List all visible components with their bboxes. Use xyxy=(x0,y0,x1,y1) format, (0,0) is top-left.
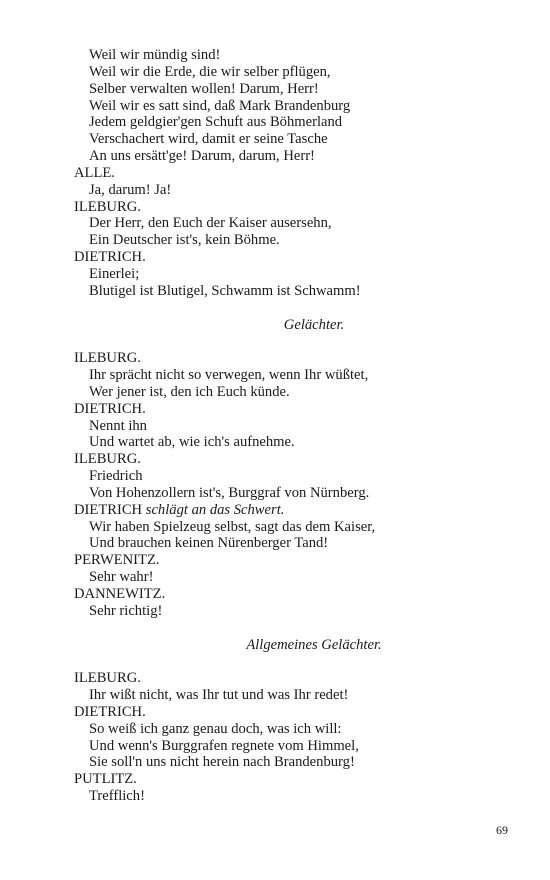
verse-line xyxy=(74,131,494,148)
verse-line xyxy=(74,754,494,771)
verse-text: Verschachert wird, damit er seine Tasche xyxy=(89,131,328,148)
verse-line xyxy=(74,468,494,485)
verse-text: Ihr wißt nicht, was Ihr tut und was Ihr redet! xyxy=(89,687,349,704)
speaker-name xyxy=(74,249,494,266)
verse-text: Ein Deutscher ist's, kein Böhme. xyxy=(89,232,280,249)
speaker-text: PERWENITZ. xyxy=(74,552,160,569)
verse-text: Von Hohenzollern ist's, Burggraf von Nürnberg. xyxy=(89,484,370,501)
speaker-text: ILEBURG. xyxy=(74,451,141,468)
speaker-name xyxy=(74,199,494,216)
verse-text: Trefflich! xyxy=(89,788,145,805)
verse-text: Blutigel ist Blutigel, Schwamm ist Schwamm! xyxy=(89,282,361,299)
verse-text: Friedrich xyxy=(89,468,143,485)
inline-stage-direction: schlägt an das Schwert. xyxy=(145,501,285,518)
speaker-text: ILEBURG. xyxy=(74,670,141,687)
verse-text: Und wartet ab, wie ich's aufnehme. xyxy=(89,434,295,451)
speaker-text: DIETRICH. xyxy=(74,703,146,720)
verse-line xyxy=(74,788,494,805)
stage-text: Gelächter. xyxy=(283,316,345,333)
verse-line xyxy=(74,569,494,586)
verse-text: Sie soll'n uns nicht herein nach Brandenburg! xyxy=(89,754,355,771)
verse-text: Weil wir es satt sind, daß Mark Brandenburg xyxy=(89,97,351,114)
verse-text: Selber verwalten wollen! Darum, Herr! xyxy=(89,80,319,97)
speaker-name xyxy=(74,165,494,182)
verse-line xyxy=(74,148,494,165)
verse-line xyxy=(74,485,494,502)
verse-line xyxy=(74,182,494,199)
verse-line xyxy=(74,418,494,435)
speaker-text: DIETRICH. xyxy=(74,249,146,266)
verse-line xyxy=(74,232,494,249)
verse-text: Ihr sprächt nicht so verwegen, wenn Ihr wüßtet, xyxy=(89,367,369,384)
verse-text: Jedem geldgier'gen Schuft aus Böhmerland xyxy=(89,114,343,131)
verse-text: So weiß ich ganz genau doch, was ich will: xyxy=(89,720,342,737)
speaker-text: DANNEWITZ. xyxy=(74,586,166,602)
speaker-name xyxy=(74,401,494,418)
verse-line xyxy=(74,603,494,620)
blank-line xyxy=(74,300,494,317)
verse-text: Weil wir mündig sind! xyxy=(89,47,221,63)
blank-line xyxy=(74,333,494,350)
verse-text: Wir haben Spielzeug selbst, sagt das dem Kaiser, xyxy=(89,518,376,535)
verse-line xyxy=(74,47,494,64)
verse-text: Einerlei; xyxy=(89,265,140,282)
verse-line xyxy=(74,81,494,98)
verse-line xyxy=(74,98,494,115)
verse-line xyxy=(74,535,494,552)
verse-line xyxy=(74,738,494,755)
verse-text: Der Herr, den Euch der Kaiser ausersehn, xyxy=(89,215,332,232)
verse-line xyxy=(74,367,494,384)
verse-line xyxy=(74,434,494,451)
verse-line xyxy=(74,519,494,536)
speaker-text: DIETRICH. xyxy=(74,400,146,417)
verse-text: An uns ersätt'ge! Darum, darum, Herr! xyxy=(89,148,315,165)
verse-text: Wer jener ist, den ich Euch künde. xyxy=(89,383,290,400)
speaker-name xyxy=(74,704,494,721)
speaker-name xyxy=(74,552,494,569)
verse-text: Sehr richtig! xyxy=(89,602,163,619)
verse-line xyxy=(74,64,494,81)
stage-text: Allgemeines Gelächter. xyxy=(246,636,382,653)
verse-text: Und brauchen keinen Nürenberger Tand! xyxy=(89,535,329,552)
speaker-name xyxy=(74,451,494,468)
verse-line xyxy=(74,114,494,131)
verse-text: Weil wir die Erde, die wir selber pflügen, xyxy=(89,63,331,80)
verse-line xyxy=(74,283,494,300)
speaker-name xyxy=(74,670,494,687)
speaker-text: ALLE. xyxy=(74,164,115,181)
speaker-name xyxy=(74,502,494,519)
verse-line xyxy=(74,215,494,232)
page-number: 69 xyxy=(496,823,508,837)
verse-line xyxy=(74,266,494,283)
blank-line xyxy=(74,620,494,637)
verse-line xyxy=(74,721,494,738)
speaker-text: ILEBURG. xyxy=(74,198,141,215)
speaker-text: ILEBURG. xyxy=(74,350,141,367)
verse-text: Ja, darum! Ja! xyxy=(89,181,172,198)
speaker-name xyxy=(74,350,494,367)
play-text xyxy=(74,47,494,805)
verse-line xyxy=(74,687,494,704)
speaker-name xyxy=(74,771,494,788)
verse-text: Sehr wahr! xyxy=(89,569,154,586)
verse-text: Nennt ihn xyxy=(89,417,147,434)
speaker-text: PUTLITZ. xyxy=(74,771,137,788)
speaker-name xyxy=(74,586,494,603)
blank-line xyxy=(74,653,494,670)
stage-direction xyxy=(74,317,494,334)
verse-text: Und wenn's Burggrafen regnete vom Himmel, xyxy=(89,737,359,754)
stage-direction xyxy=(74,637,494,654)
speaker-text: DIETRICH xyxy=(74,501,143,518)
verse-line xyxy=(74,384,494,401)
